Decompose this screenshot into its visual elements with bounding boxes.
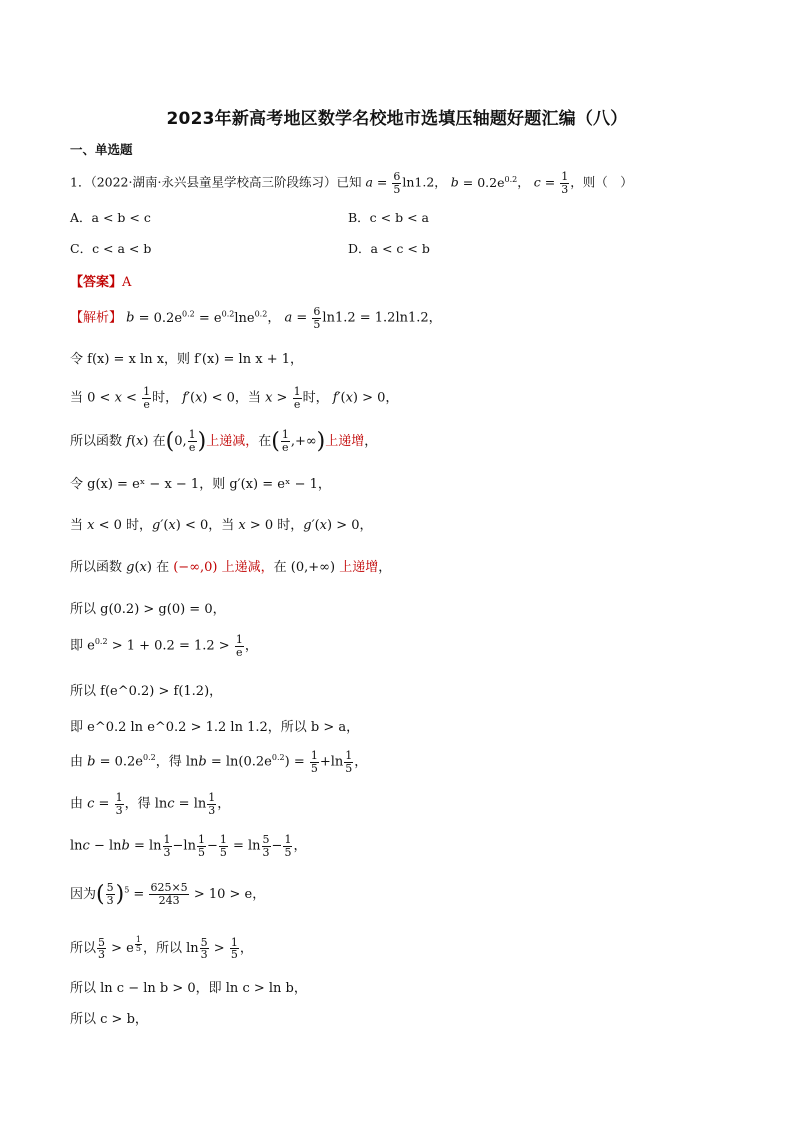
analysis-line-17: 所以 ln c − ln b > 0，即 ln c > ln b， (70, 981, 307, 996)
section-heading: 一、单选题 (70, 142, 133, 157)
analysis-line-15: 因为( $\frac{5}{3}$ )$^5$ = $\frac{625\times 5}{243}$ > 10 > e， (70, 881, 266, 907)
analysis-line-16: 所以 $\frac{5}{3}$ > e $^{\frac{1}{5}}$ ，所以 ln $\frac{5}{3}$ > $\frac{1}{5}$ ， (70, 935, 253, 962)
analysis-line-2: 令 f(x) = x ln x，则 f′(x) = ln x + 1， (70, 352, 303, 367)
page-title: 2023年新高考地区数学名校地市选填压轴题好题汇编（八） (166, 109, 628, 129)
analysis-line-10: 所以 f(e^0.2) > f(1.2)， (70, 684, 223, 699)
option-a: A．a < b < c (70, 210, 151, 225)
analysis-line-9: 即 $e^{0.2} > 1 + 0.2 = 1.2$ > $\frac{1}{e}$ ， (70, 633, 258, 659)
analysis-line-13: 由 c = $\frac{1}{3}$ ，得 lnc = ln $\frac{1}{3}$ ， (70, 791, 231, 817)
question-tail: ，则（ ） (570, 174, 633, 190)
analysis-line-4: 所以函数 f(x) 在(0, $\frac{1}{e}$ )上递减，在( $\frac{1}{e}$ ,+∞)上递增， (70, 428, 378, 454)
analysis-line-5: 令 g(x) = eˣ − x − 1，则 g′(x) = eˣ − 1， (70, 477, 331, 492)
option-c: C．c < a < b (70, 241, 152, 256)
analysis-line-14: lnc − lnb = ln $\frac{1}{3}$ −ln $\frac{1}{5}$ − $\frac{1}{5}$ = ln $\frac{5}{3}$ − $\frac{1}{5}$ ， (70, 833, 307, 859)
analysis-line-3: 当 0 < x < $\frac{1}{e}$ 时， f′(x) < 0，当 x > $\frac{1}{e}$ 时， f′(x) > 0， (70, 385, 399, 411)
question-source: （2022·湖南·永兴县童星学校高三阶段练习）已知 (90, 174, 362, 190)
question-1: 1．（2022·湖南·永兴县童星学校高三阶段练习）已知 a = $\frac{6}{5}$ ln1.2， $b = 0.2e^{0.2}$， c = $\frac{1}{3}$ ，则（ ） (70, 170, 633, 196)
analysis-line-7: 所以函数 g(x) 在 (−∞,0) 上递减，在 (0,+∞) 上递增， (70, 560, 392, 575)
analysis-line-12: 由 $b = 0.2e^{0.2}$，得 $\ln b = \ln(0.2e^{0.2})$ = $\frac{1}{5}$ +ln $\frac{1}{5}$ ， (70, 749, 368, 775)
option-d: D．a < c < b (348, 241, 430, 256)
question-number: 1． (70, 174, 91, 190)
analysis-line-18: 所以 c > b， (70, 1012, 148, 1027)
answer-value: A (122, 275, 132, 290)
analysis-line-11: 即 e^0.2 ln e^0.2 > 1.2 ln 1.2，所以 b > a， (70, 720, 360, 735)
analysis-tag: 【解析】 (70, 310, 123, 326)
answer-line (70, 271, 131, 290)
analysis-line-1: 【解析】 $b = 0.2e^{0.2} = e^{0.2}\ln e^{0.2}$， a = $\frac{6}{5}$ ln1.2 = 1.2ln1.2， (70, 305, 442, 331)
analysis-line-8: 所以 g(0.2) > g(0) = 0， (70, 602, 226, 617)
analysis-line-6: 当 x < 0 时，g′(x) < 0，当 x > 0 时，g′(x) > 0， (70, 518, 373, 533)
answer-tag: 【答案】 (70, 275, 123, 290)
option-b: B．c < b < a (348, 210, 429, 225)
